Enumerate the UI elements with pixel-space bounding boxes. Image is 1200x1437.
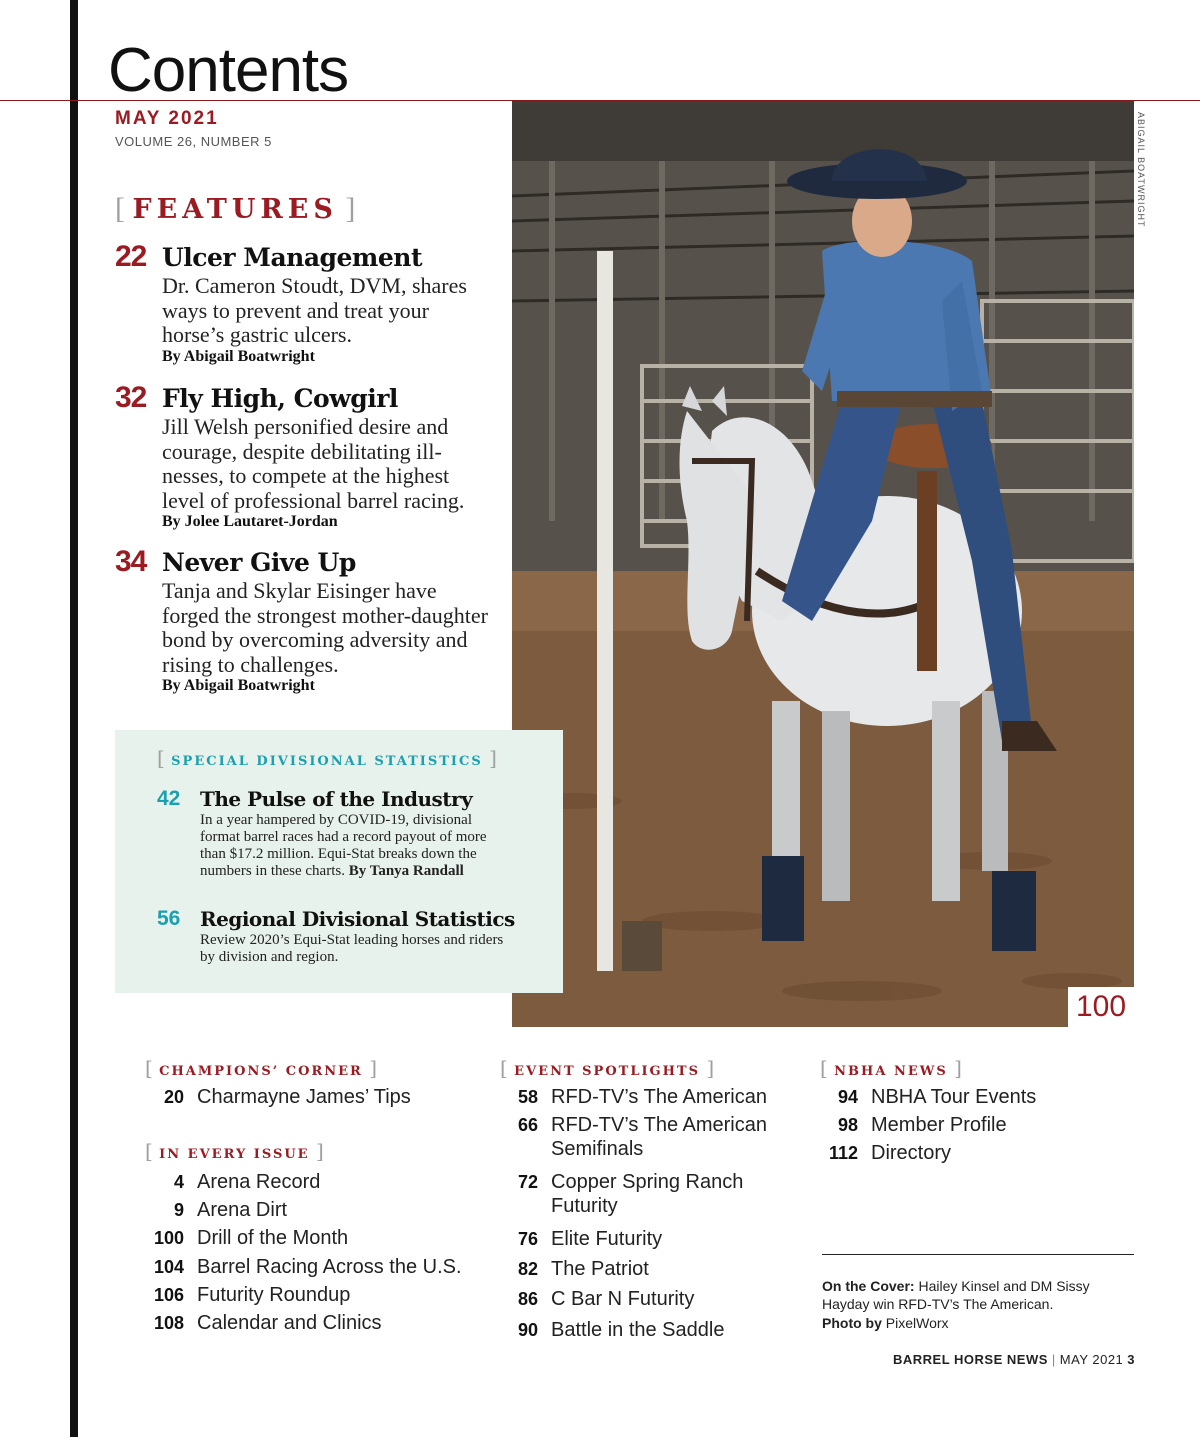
bracket-open: [: [500, 1056, 515, 1080]
feature-byline: By Abigail Boatwright: [162, 677, 315, 694]
bracket-close: ]: [947, 1056, 962, 1080]
issue-date: MAY 2021: [115, 108, 219, 129]
feature-title: Never Give Up: [162, 548, 356, 577]
feature-byline: By Jolee Lautaret-Jordan: [162, 513, 338, 530]
toc-title: Charmayne James’ Tips: [197, 1086, 411, 1108]
cover-caption-text: Hailey Kinsel and DM Sissy Hayday win RFD-TV’s The American.: [822, 1278, 1090, 1312]
toc-title: Arena Record: [197, 1171, 321, 1193]
statistics-description: In a year hampered by COVID-19, divisional format barrel races had a record payout of more than $17.2 million. Equi-Stat breaks down the numbers in these charts. By Tanya Randall: [200, 812, 487, 879]
feature-page-number: 34: [115, 545, 147, 578]
toc-title: C Bar N Futurity: [551, 1288, 695, 1311]
cover-photo-horse-rider: [512, 101, 1134, 1027]
feature-description: Tanja and Skylar Eisinger have forged the strongest mother-daughter bond by overcoming adversity and rising to challenges. By Abigail Boatwright: [162, 579, 492, 695]
nbha-news-heading: [ NBHA NEWS ]: [820, 1056, 962, 1080]
toc-title: Drill of the Month: [197, 1227, 349, 1250]
bracket-close: ]: [482, 746, 497, 770]
toc-page-number: 4: [173, 1172, 184, 1192]
cover-caption-label: On the Cover:: [822, 1278, 915, 1294]
folio-magazine-name: BARREL HORSE NEWS: [893, 1352, 1048, 1367]
page-spine-bar: [70, 0, 78, 1437]
volume-number: VOLUME 26, NUMBER 5: [115, 134, 272, 149]
feature-title: Ulcer Management: [162, 243, 423, 272]
toc-page-number: 98: [837, 1115, 858, 1136]
statistics-title: The Pulse of the Industry: [200, 787, 473, 811]
photo-credit-name: PixelWorx: [885, 1315, 949, 1331]
toc-page-number: 9: [173, 1200, 184, 1221]
photo-credit-vertical: ABIGAIL BOATWRIGHT: [1136, 112, 1146, 228]
feature-page-number: 22: [115, 240, 147, 273]
toc-page-number: 100: [153, 1228, 184, 1249]
statistics-byline: By Tanya Randall: [348, 863, 464, 879]
bracket-open: [: [157, 746, 172, 770]
bracket-close: ]: [337, 192, 356, 225]
toc-page-number: 58: [517, 1087, 538, 1107]
bracket-close: ]: [309, 1139, 324, 1163]
bracket-open: [: [115, 192, 133, 225]
toc-title: Copper Spring Ranch Futurity: [551, 1171, 744, 1218]
feature-item[interactable]: [115, 545, 515, 700]
folio-separator: |: [1051, 1352, 1056, 1367]
page-folio: [893, 1352, 1135, 1367]
toc-page-number: 112: [828, 1143, 858, 1164]
toc-title: Directory: [871, 1142, 952, 1165]
toc-page-number: 66: [517, 1115, 538, 1136]
feature-page-number: 32: [115, 381, 147, 414]
feature-description: Dr. Cameron Stoudt, DVM, shares ways to prevent and treat your horse’s gastric ulcers. By Abigail Boatwright: [162, 274, 492, 366]
features-heading: [ FEATURES ]: [115, 192, 356, 225]
toc-page-number: 104: [153, 1256, 184, 1277]
toc-title: RFD-TV’s The American: [551, 1086, 767, 1108]
toc-page-number: 90: [517, 1319, 538, 1340]
photo-credit-label: Photo by: [822, 1315, 882, 1331]
toc-title: NBHA Tour Events: [871, 1086, 1037, 1108]
photo-illustration: [512, 101, 1134, 1027]
toc-title: Barrel Racing Across the U.S.: [197, 1255, 462, 1278]
toc-page-number: 86: [517, 1289, 538, 1310]
toc-page-number: 94: [837, 1087, 858, 1107]
folio-page-number: 3: [1127, 1352, 1136, 1367]
bracket-close: ]: [700, 1056, 715, 1080]
special-statistics-box: [115, 730, 563, 993]
toc-page-number: 72: [517, 1172, 538, 1193]
toc-title: Futurity Roundup: [197, 1283, 351, 1306]
toc-title: Member Profile: [871, 1114, 1007, 1137]
photo-page-reference[interactable]: 100: [1068, 987, 1134, 1027]
page-title: Contents: [108, 36, 349, 105]
toc-title: The Patriot: [551, 1257, 649, 1280]
statistics-item[interactable]: [157, 786, 557, 906]
feature-item[interactable]: [115, 240, 515, 370]
in-every-issue-heading: [ IN EVERY ISSUE ]: [145, 1139, 324, 1163]
toc-title: Calendar and Clinics: [197, 1311, 382, 1334]
bracket-open: [: [820, 1056, 835, 1080]
bracket-open: [: [145, 1139, 160, 1163]
special-statistics-heading: [ SPECIAL DIVISIONAL STATISTICS ]: [157, 746, 497, 770]
statistics-page-number: 42: [157, 787, 181, 810]
toc-page-number: 20: [163, 1087, 184, 1107]
statistics-description: Review 2020’s Equi-Stat leading horses and riders by division and region.: [200, 932, 504, 965]
event-spotlights-heading: [ EVENT SPOTLIGHTS ]: [500, 1056, 715, 1080]
toc-page-number: 108: [153, 1312, 184, 1333]
statistics-page-number: 56: [157, 907, 181, 930]
folio-date: MAY 2021: [1059, 1352, 1124, 1367]
toc-page-number: 76: [517, 1229, 538, 1250]
bracket-close: ]: [362, 1056, 378, 1080]
toc-title: Battle in the Saddle: [551, 1318, 725, 1341]
toc-title: RFD-TV’s The American Semifinals: [551, 1114, 767, 1161]
feature-byline: By Abigail Boatwright: [162, 347, 315, 365]
toc-page-number: 106: [153, 1284, 184, 1305]
statistics-item[interactable]: [157, 906, 557, 976]
feature-description: Jill Welsh personified desire and courage, despite debilitating ill-nesses, to compete at the highest level of professional barrel racing. By Jolee Lautaret-Jordan: [162, 415, 492, 531]
toc-page-number: 82: [517, 1258, 538, 1279]
toc-title: Elite Futurity: [551, 1228, 663, 1251]
toc-title: Arena Dirt: [197, 1199, 288, 1222]
feature-title: Fly High, Cowgirl: [162, 384, 398, 413]
cover-caption: [822, 1277, 1122, 1313]
feature-item[interactable]: [115, 381, 515, 536]
champions-corner-heading: [ CHAMPIONS’ CORNER ]: [145, 1056, 378, 1080]
bracket-open: [: [145, 1056, 160, 1080]
statistics-title: Regional Divisional Statistics: [200, 907, 515, 931]
cover-photo-credit: [822, 1315, 949, 1331]
cover-note-divider: [822, 1254, 1134, 1255]
